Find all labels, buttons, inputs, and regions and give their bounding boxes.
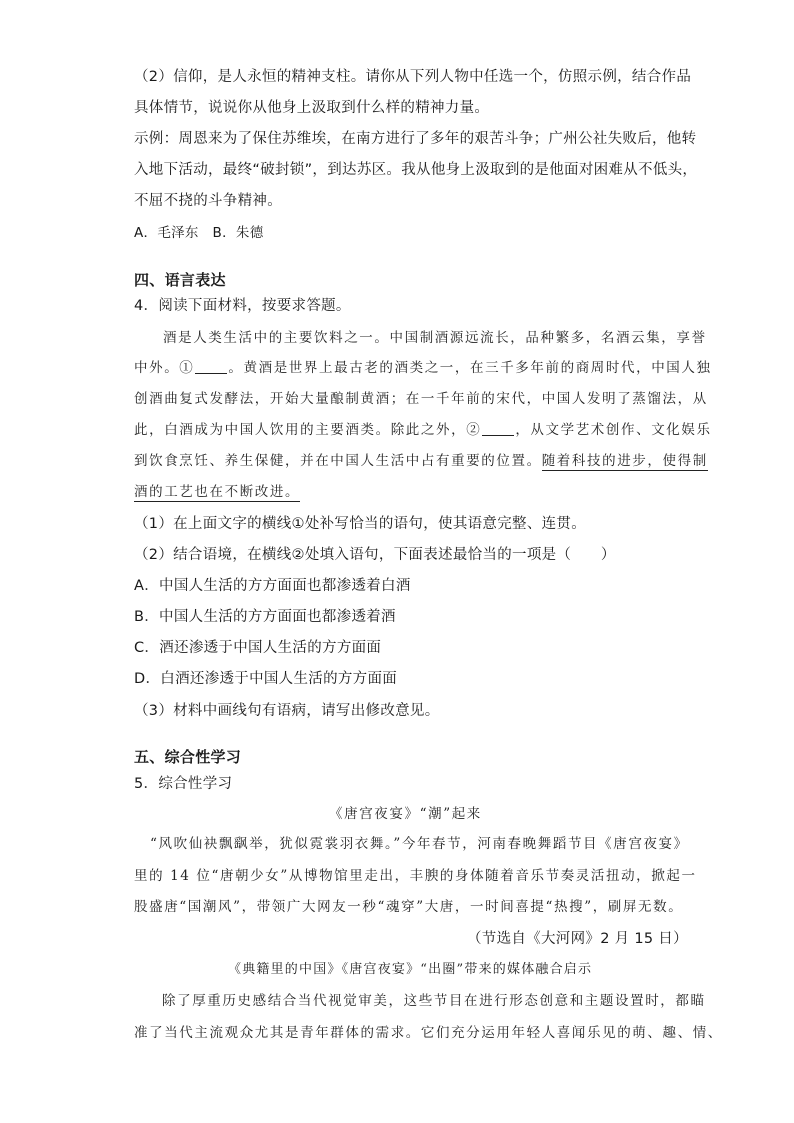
passage-line6 bbox=[134, 482, 300, 502]
sub-question-3: （3）材料中画线句有语病，请写出修改意见。 bbox=[134, 703, 440, 719]
option-b: B．中国人生活的方方面面也都渗透着酒 bbox=[134, 609, 396, 625]
passage-line4-end: ，从文学艺术创作、文化娱乐 bbox=[515, 422, 712, 438]
sub-question-2: （2）结合语境，在横线②处填入语句，下面表述最恰当的一项是（ ） bbox=[134, 547, 616, 563]
option-c: C．酒还渗透于中国人生活的方方面面 bbox=[134, 640, 382, 656]
article-2-title: 《典籍里的中国》《唐宫夜宴》“出圈”带来的媒体融合启示 bbox=[228, 962, 593, 977]
passage-line3: 创酒曲复式发酵法，开始大量酿制黄酒；在一千年前的宋代，中国人发明了蒸馏法，从 bbox=[134, 391, 708, 407]
article-1-title: 《唐宫夜宴》“潮”起来 bbox=[329, 806, 482, 822]
question-5-title: 5．综合性学习 bbox=[134, 776, 233, 792]
article-2-line2: 准了当代主流观众尤其是青年群体的需求。它们充分运用年轻人喜闻乐见的萌、趣、情、 bbox=[134, 1025, 723, 1041]
section-4-heading: 四、语言表达 bbox=[134, 271, 226, 289]
q3-2-text-line1: （2）信仰，是人永恒的精神支柱。请你从下列人物中任选一个，仿照示例，结合作品 bbox=[134, 69, 692, 85]
section-5-heading: 五、综合性学习 bbox=[134, 748, 242, 766]
q3-2-example-line1: 示例：周恩来为了保住苏维埃，在南方进行了多年的艰苦斗争；广州公社失败后，他转 bbox=[134, 131, 697, 147]
blank-1[interactable] bbox=[195, 359, 227, 374]
q3-2-example-line3: 不屈不挠的斗争精神。 bbox=[134, 193, 282, 209]
q3-2-example-line2: 入地下活动，最终“破封锁”，到达苏区。我从他身上汲取到的是他面对困难从不低头， bbox=[134, 162, 698, 178]
passage-line4-start: 此，白酒成为中国人饮用的主要酒类。除此之外，② bbox=[134, 422, 482, 438]
passage-line4 bbox=[134, 420, 712, 440]
passage-line5-start: 到饮食烹饪、养生保健，并在中国人生活中占有重要的位置。 bbox=[134, 453, 542, 469]
passage-line2 bbox=[134, 358, 712, 378]
option-a: A．中国人生活的方方面面也都渗透着白酒 bbox=[134, 578, 411, 594]
article-2-line1: 除了厚重历史感结合当代视觉审美，这些节目在进行形态创意和主题设置时，都瞄 bbox=[162, 993, 706, 1009]
underlined-sentence-part2: 酒的工艺也在不断改进。 bbox=[134, 484, 301, 500]
passage-line5 bbox=[134, 451, 708, 471]
blank-2[interactable] bbox=[482, 421, 514, 436]
article-1-line2: 里的 14 位“唐朝少女”从博物馆里走出，丰腴的身体随着音乐节奏灵活扭动，掀起一 bbox=[134, 868, 697, 884]
option-d: D．白酒还渗透于中国人生活的方方面面 bbox=[134, 671, 398, 687]
passage-line2-end: 。黄酒是世界上最古老的酒类之一，在三千多年前的商周时代，中国人独 bbox=[228, 360, 712, 376]
passage-line2-start: 中外。① bbox=[134, 360, 195, 376]
article-1-line3: 股盛唐“国潮风”，带领广大网友一秒“魂穿”大唐，一时间喜提“热搜”，刷屏无数。 bbox=[134, 899, 684, 915]
article-1-line1: “风吹仙袂飘飖举，犹似霓裳羽衣舞。”今年春节，河南春晚舞蹈节目《唐宫夜宴》 bbox=[150, 836, 689, 852]
article-1-source: （节选自《大河网》2 月 15 日） bbox=[467, 931, 688, 947]
q3-2-text-line2: 具体情节，说说你从他身上汲取到什么样的精神力量。 bbox=[134, 100, 490, 116]
underlined-sentence-part1: 随着科技的进步，使得制 bbox=[541, 453, 708, 469]
passage-line1: 酒是人类生活中的主要饮料之一。中国制酒源远流长，品种繁多，名酒云集，享誉 bbox=[163, 330, 707, 346]
sub-question-1: （1）在上面文字的横线①处补写恰当的语句，使其语意完整、连贯。 bbox=[134, 516, 587, 532]
q3-2-options: A．毛泽东 B．朱德 bbox=[134, 225, 264, 241]
question-4-title: 4．阅读下面材料，按要求答题。 bbox=[134, 298, 351, 314]
